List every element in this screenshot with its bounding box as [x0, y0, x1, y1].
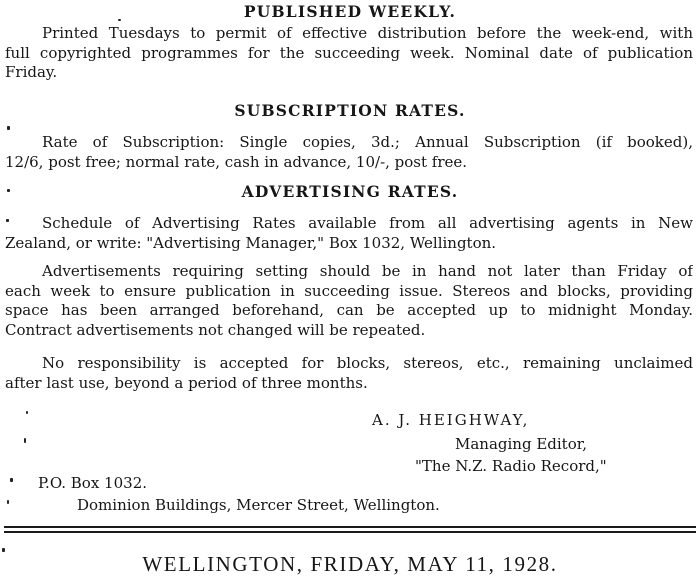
scan-speck: [10, 478, 13, 482]
editor-name: A. J. HEIGHWAY,: [372, 411, 530, 429]
advertising-schedule-text: [5, 214, 693, 253]
advertising-responsibility-text: [5, 354, 693, 393]
setting-line-4: Contract advertisements not changed will be repeated.: [5, 320, 426, 339]
street-address: Dominion Buildings, Mercer Street, Wellington.: [77, 496, 440, 514]
scan-speck: [6, 219, 9, 222]
scan-speck: [26, 411, 28, 414]
scan-speck: [7, 500, 9, 504]
schedule-line-2: Zealand, or write: "Advertising Manager," Box 1032, Wellington.: [5, 233, 497, 252]
published-weekly-heading: PUBLISHED WEEKLY.: [243, 2, 457, 21]
setting-line-3: space has been arranged beforehand, can be accepted up to midnight Monday.: [5, 301, 693, 319]
advertising-setting-text: [5, 262, 693, 340]
editor-title: Managing Editor,: [455, 435, 588, 453]
subscription-line-2: 12/6, post free; normal rate, cash in advance, 10/-, post free.: [5, 152, 468, 171]
advertising-rates-heading: ADVERTISING RATES.: [241, 182, 459, 201]
divider-rule-lower: [4, 531, 696, 533]
po-box: P.O. Box 1032.: [38, 474, 147, 492]
schedule-line-1: Schedule of Advertising Rates available from all advertising agents in New: [42, 214, 693, 232]
published-line-1: Printed Tuesdays to permit of effective distribution before the week-end, with: [42, 24, 693, 42]
dateline: WELLINGTON, FRIDAY, MAY 11, 1928.: [142, 552, 558, 576]
responsibility-line-1: No responsibility is accepted for blocks, stereos, etc., remaining unclaimed: [42, 354, 693, 372]
scan-speck: [24, 438, 26, 443]
subscription-rates-text: [5, 133, 693, 172]
scan-speck: [7, 126, 10, 130]
responsibility-line-2: after last use, beyond a period of three months.: [5, 373, 368, 392]
subscription-line-1: Rate of Subscription: Single copies, 3d.; Annual Subscription (if booked),: [42, 133, 693, 151]
published-line-3: Friday.: [5, 63, 58, 81]
scan-speck: [7, 189, 10, 192]
setting-line-1: Advertisements requiring setting should be in hand not later than Friday of: [42, 262, 693, 280]
scan-speck: [118, 19, 121, 21]
divider-rule-upper: [4, 526, 696, 528]
publication-name: "The N.Z. Radio Record,": [415, 457, 607, 475]
setting-line-2: each week to ensure publication in succeeding issue. Stereos and blocks, providing: [5, 281, 693, 300]
scan-speck: [2, 548, 5, 552]
published-line-2: full copyrighted programmes for the succeeding week. Nominal date of publication: [5, 43, 693, 62]
subscription-rates-heading: SUBSCRIPTION RATES.: [234, 101, 466, 120]
published-weekly-text: [5, 24, 693, 83]
